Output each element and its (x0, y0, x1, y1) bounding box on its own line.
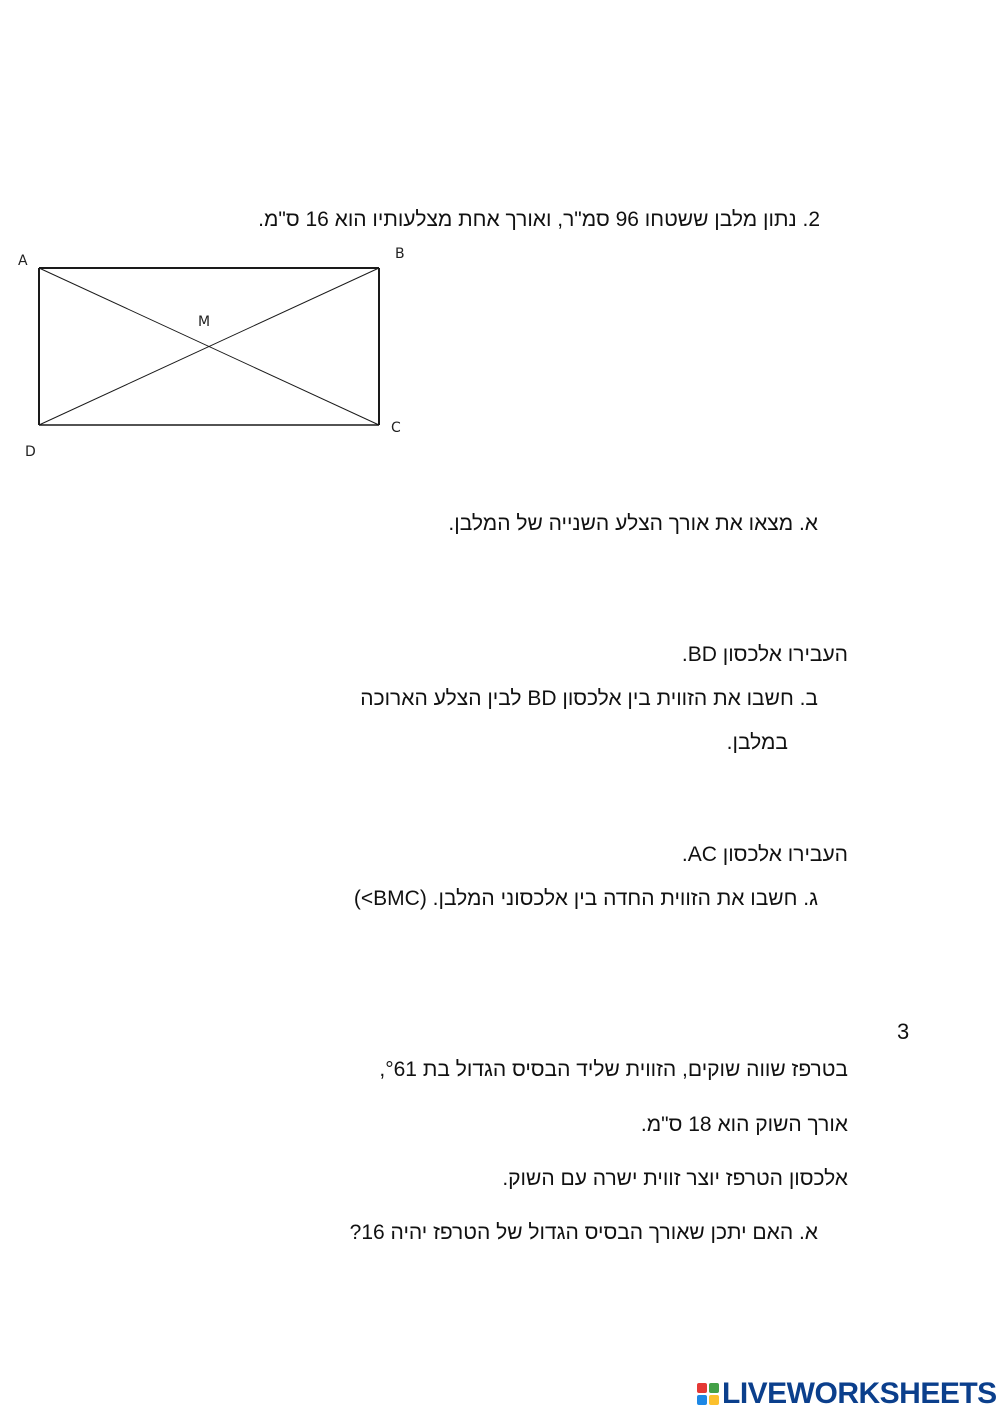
q2-ac-intro: העבירו אלכסון AC. (681, 843, 848, 866)
q3-part-a: א. האם יתכן שאורך הבסיס הגדול של הטרפז יהיה 16? (349, 1221, 818, 1244)
vertex-label-d: D (25, 444, 36, 460)
vertex-label-c: C (391, 420, 401, 436)
liveworksheets-logo (697, 1378, 997, 1410)
q3-line2: אורך השוק הוא 18 ס"מ. (640, 1113, 848, 1136)
vertex-label-b: B (395, 246, 405, 262)
vertex-label-a: A (18, 253, 28, 269)
q3-line3: אלכסון הטרפז יוצר זווית ישרה עם השוק. (502, 1167, 848, 1190)
intersection-label-m: M (198, 314, 211, 330)
q2-part-b-line2: במלבן. (726, 731, 788, 754)
q2-part-c: ג. חשבו את הזווית החדה בין אלכסוני המלבן. (BMC>) (353, 887, 818, 910)
rectangle-diagram (0, 240, 420, 470)
q3-line1: בטרפז שווה שוקים, הזווית שליד הבסיס הגדול בת °61, (379, 1058, 848, 1081)
q2-part-a: א. מצאו את אורך הצלע השנייה של המלבן. (448, 512, 818, 535)
q2-title: 2. נתון מלבן ששטחו 96 סמ"ר, ואורך אחת מצלעותיו הוא 16 ס"מ. (258, 208, 820, 231)
logo-mark-icon (697, 1383, 719, 1405)
q2-part-b-line1: ב. חשבו את הזווית בין אלכסון BD לבין הצלע הארוכה (360, 687, 818, 710)
q3-number: 3 (897, 1019, 910, 1044)
logo-brand-text: LIVEWORKSHEETS (722, 1377, 997, 1410)
rectangle-shape (39, 268, 379, 425)
q2-bd-intro: העבירו אלכסון BD. (681, 643, 848, 666)
